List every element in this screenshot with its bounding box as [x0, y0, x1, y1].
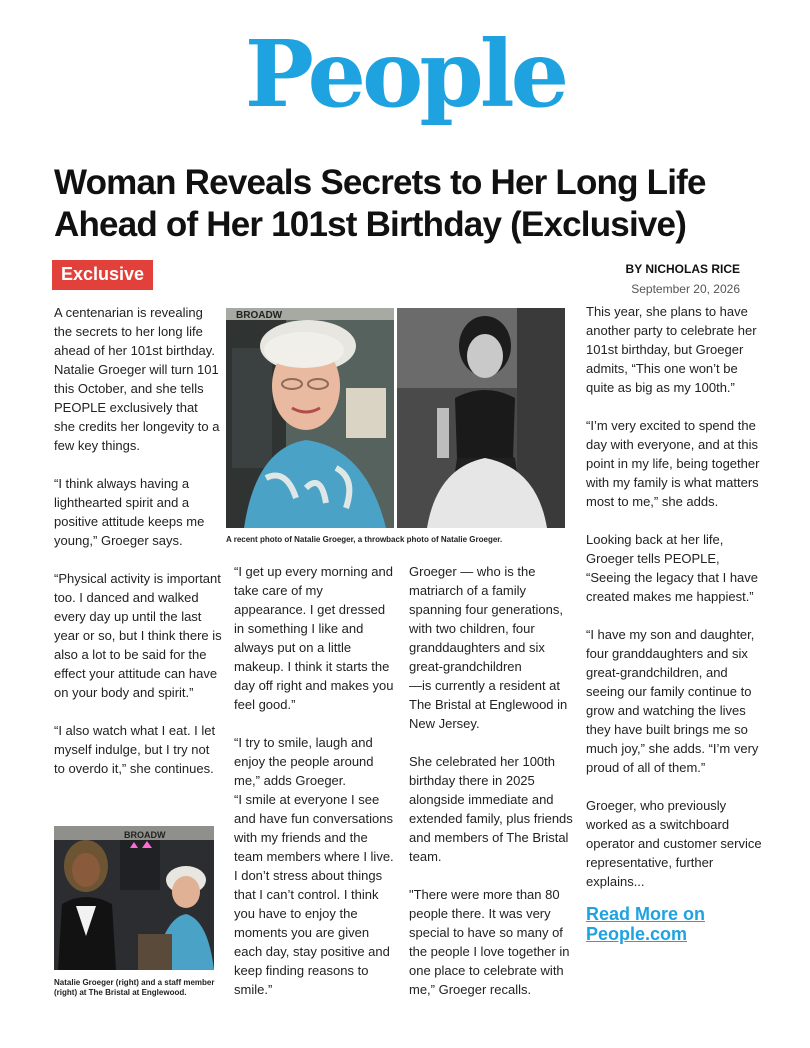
- exclusive-tag: Exclusive: [52, 260, 153, 290]
- article-column-1: [54, 303, 222, 797]
- read-more-line-1[interactable]: Read More on: [586, 904, 706, 924]
- byline: [626, 262, 740, 296]
- publish-date: September 20, 2026: [631, 282, 740, 296]
- paragraph: Groeger, who previously worked as a switchboard operator and customer service representative, further explains...: [586, 798, 762, 889]
- paragraph: This year, she plans to have another party to celebrate her 101st birthday, but Groeger admits, “This one won’t be quite as big as my 100th.”: [586, 304, 757, 395]
- paragraph: “I have my son and daughter, four granddaughters and six great-grandchildren, and seeing our family continue to grow and watching the lives they have built brings me so much joy,” she adds. “I’m very proud of all of them.”: [586, 627, 759, 775]
- read-more-link[interactable]: [586, 904, 762, 944]
- people-logo[interactable]: People: [244, 20, 566, 128]
- sign-text: BROADW: [236, 310, 283, 321]
- recent-photo: [226, 308, 394, 528]
- article-headline: Woman Reveals Secrets to Her Long Life Ahead of Her 101st Birthday (Exclusive): [54, 163, 706, 244]
- paragraph: She celebrated her 100th birthday there in 2025 alongside immediate and extended family, plus friends and members of The Bristal team.: [409, 754, 573, 864]
- throwback-photo: [397, 308, 565, 528]
- article-column-3: [409, 562, 577, 1018]
- main-photo-caption: A recent photo of Natalie Groeger, a throwback photo of Natalie Groeger.: [226, 535, 503, 544]
- paragraph: “I’m very excited to spend the day with everyone, and at this point in my life, being together with my family is what matters most to me,” she adds.: [586, 418, 760, 509]
- sign-text: BROADW: [124, 830, 166, 840]
- article-column-4: [586, 302, 762, 944]
- paragraph: “Physical activity is important too. I danced and walked every day up until the last year or so, but I think there is also a lot to be said for the effect your attitude can have on your body and spirit.”: [54, 571, 222, 700]
- paragraph: Looking back at her life, Groeger tells PEOPLE, “Seeing the legacy that I have created makes me happiest.”: [586, 532, 759, 604]
- main-photo-pair: [226, 308, 565, 528]
- staff-photo-caption: Natalie Groeger (right) and a staff member (right) at The Bristal at Englewood.: [54, 978, 215, 997]
- paragraph: Groeger — who is the matriarch of a family spanning four generations, with two children, four granddaughters and six great-grandchildren —is currently a resident at The Bristal at Englewood in New Jersey.: [409, 564, 568, 731]
- read-more-line-2[interactable]: People.com: [586, 924, 688, 944]
- paragraph: “I get up every morning and take care of my appearance. I get dressed in something I like and always put on a little makeup. I think it starts the day off right and makes you feel good.”: [234, 564, 394, 712]
- author-name: BY NICHOLAS RICE: [625, 262, 740, 276]
- paragraph: “I try to smile, laugh and enjoy the people around me,” adds Groeger. “I smile at everyone I see and have fun conversations with my friends and the team members where I live. I don’t stress about things that I can’t control. I think you have to enjoy the moments you are given each day, stay positive and keep finding reasons to smile.”: [234, 735, 394, 997]
- paragraph: "There were more than 80 people there. It was very special to have so many of the people I love together in one place to celebrate with me,” Groeger recalls.: [409, 887, 570, 997]
- article-column-2: [234, 562, 398, 1018]
- paragraph: A centenarian is revealing the secrets to her long life ahead of her 101st birthday. Natalie Groeger will turn 101 this October, and she tells PEOPLE exclusively that she credits her longevity to a few key things.: [54, 305, 220, 453]
- paragraph: “I also watch what I eat. I let myself indulge, but I try not to overdo it,” she continues.: [54, 723, 216, 776]
- staff-photo: [54, 826, 214, 970]
- paragraph: “I think always having a lighthearted spirit and a positive attitude keeps me young,” Groeger says.: [54, 476, 205, 548]
